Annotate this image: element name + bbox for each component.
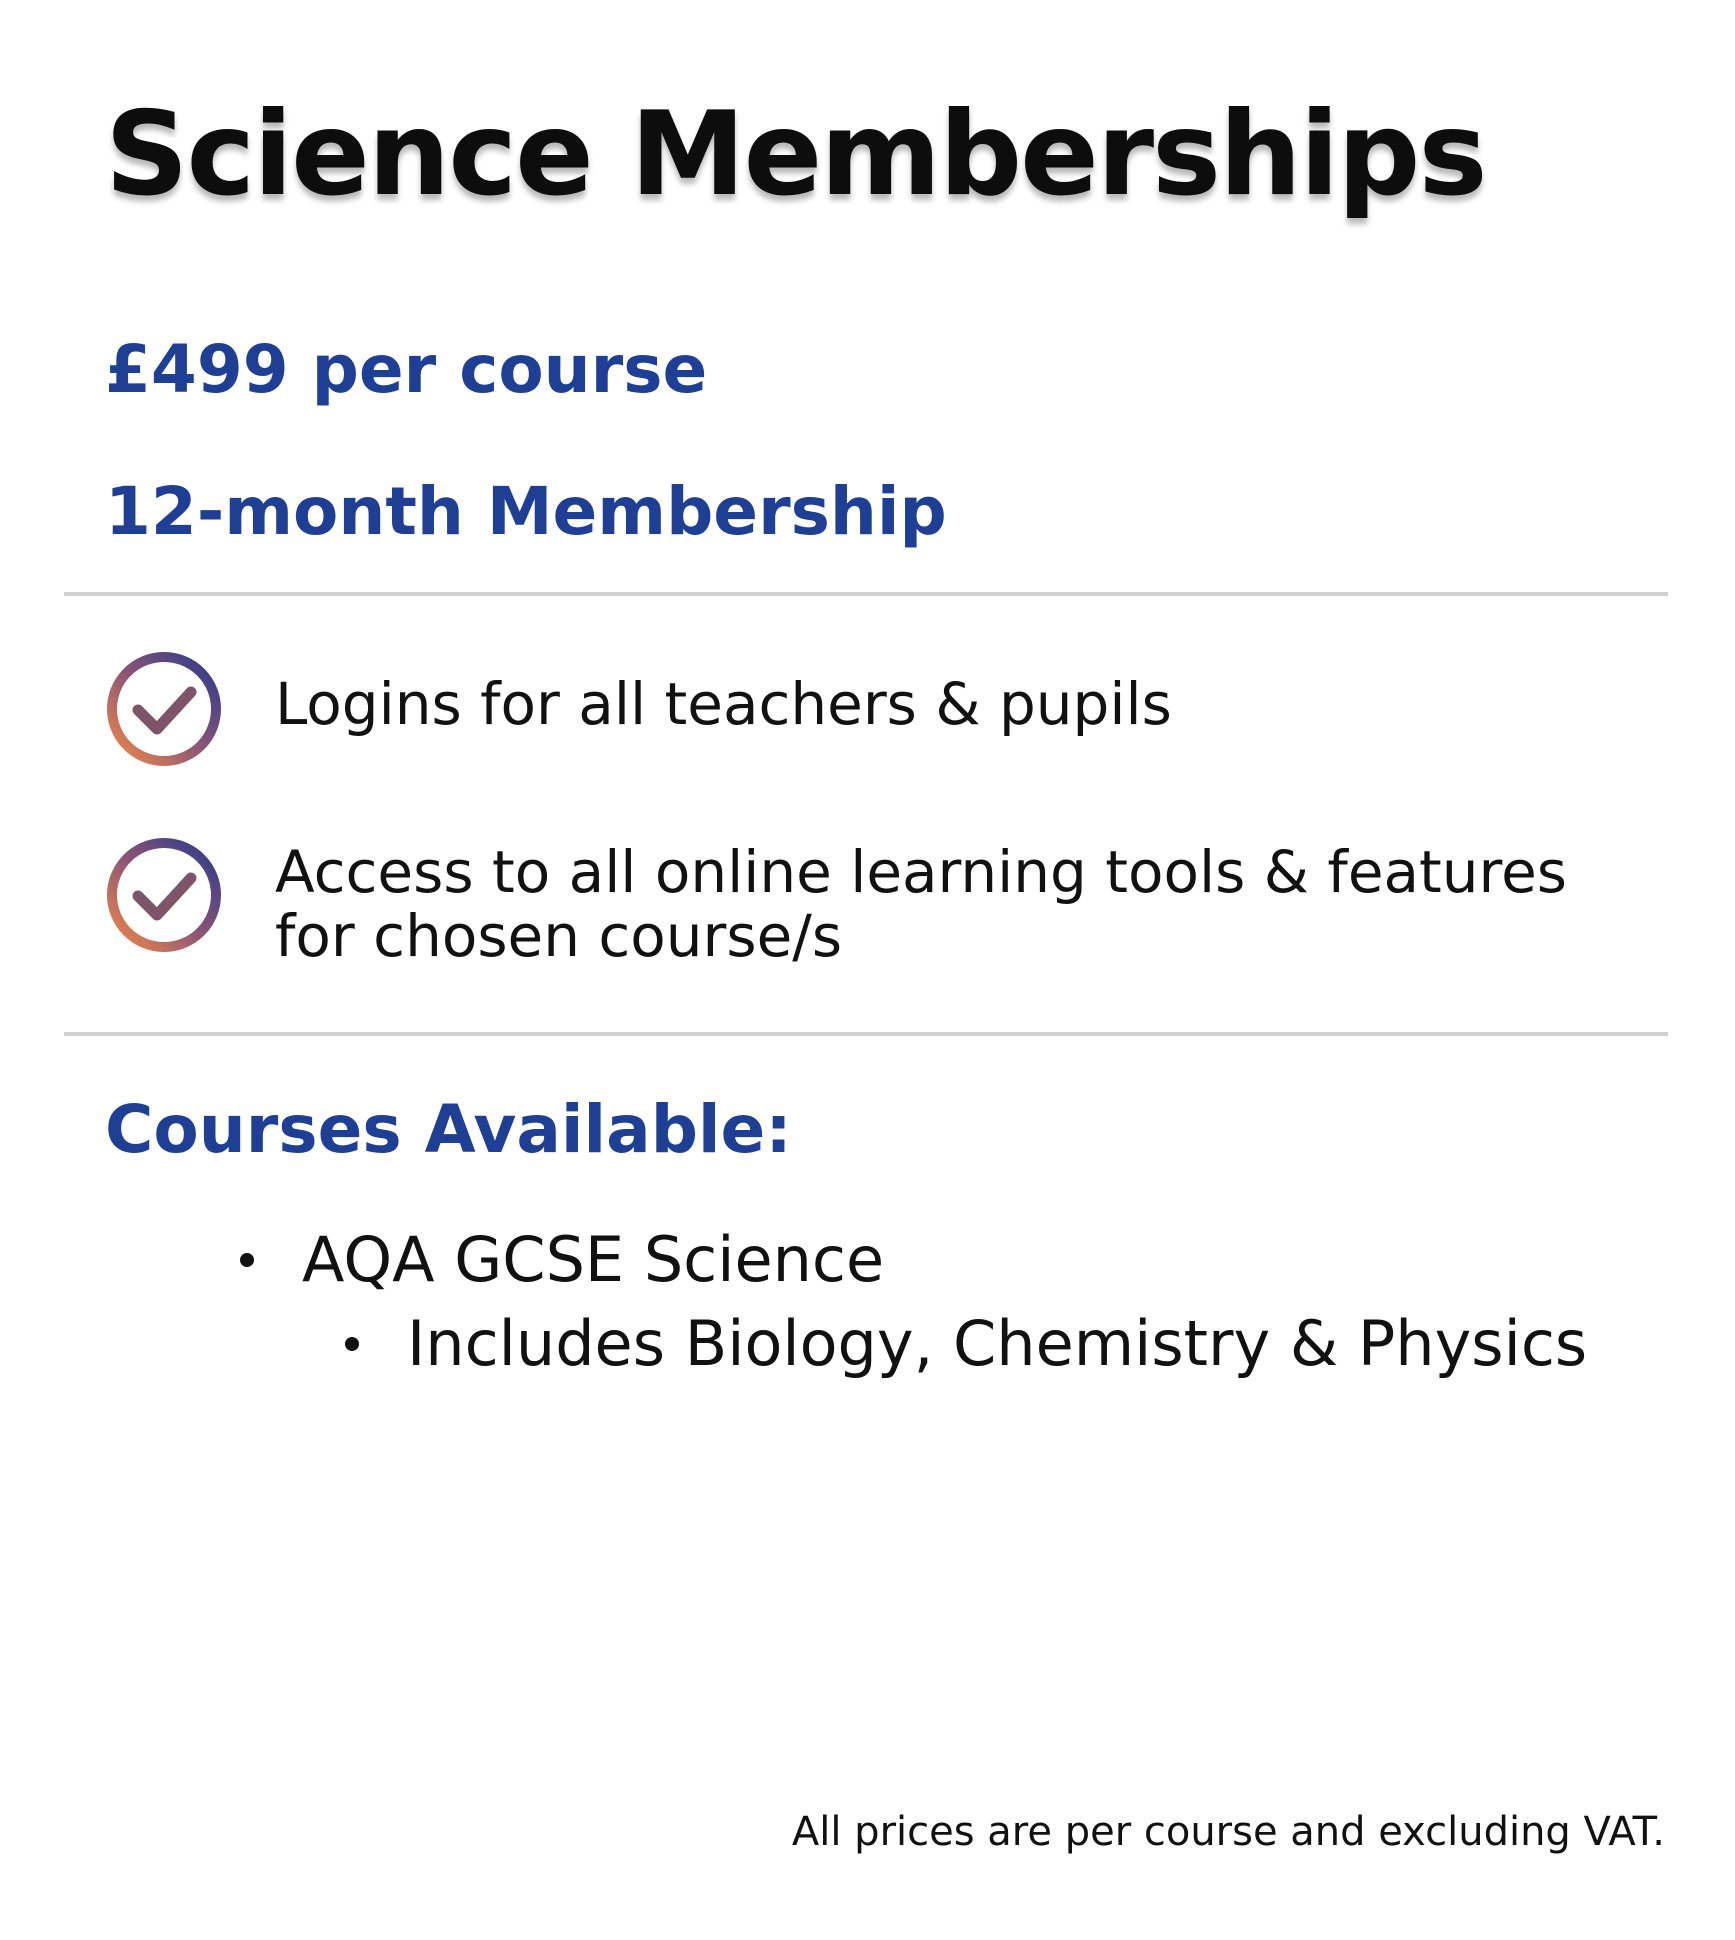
feature-text: Access to all online learning tools & features for chosen course/s xyxy=(275,838,1568,970)
course-sub-item xyxy=(345,1306,1587,1382)
feature-item-logins xyxy=(105,650,1595,768)
divider-top xyxy=(64,592,1668,596)
course-sub-label: Includes Biology, Chemistry & Physics xyxy=(407,1307,1588,1380)
course-label: AQA GCSE Science xyxy=(302,1223,885,1296)
price-text: £499 per course xyxy=(105,331,708,408)
vat-footnote: All prices are per course and excluding VAT. xyxy=(791,1809,1665,1855)
feature-item-access xyxy=(105,836,1595,968)
page-title: Science Memberships xyxy=(105,87,1486,222)
divider-bottom xyxy=(64,1032,1668,1036)
feature-text: Logins for all teachers & pupils xyxy=(275,670,1172,738)
bullet-icon xyxy=(240,1253,254,1267)
check-circle-icon xyxy=(105,650,223,768)
course-list-item xyxy=(240,1222,884,1298)
check-circle-icon xyxy=(105,836,223,954)
membership-duration: 12-month Membership xyxy=(105,473,947,550)
courses-heading: Courses Available: xyxy=(105,1091,792,1168)
bullet-icon xyxy=(345,1337,359,1351)
